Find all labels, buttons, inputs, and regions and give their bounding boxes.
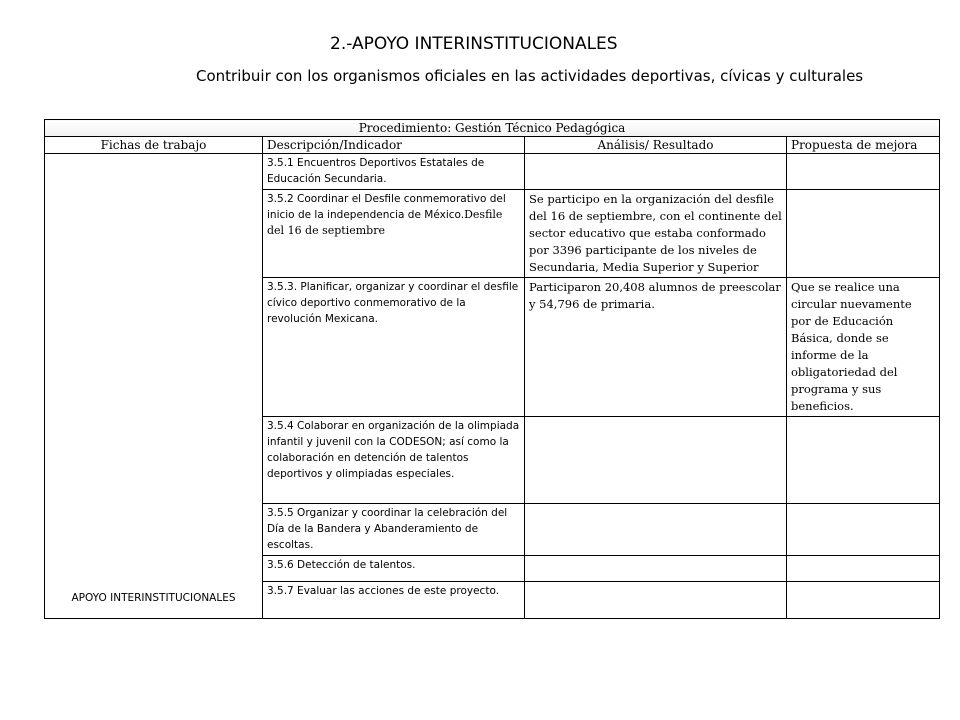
page-title: 2.-APOYO INTERINSTITUCIONALES xyxy=(330,34,618,54)
procedure-header-row xyxy=(45,120,940,137)
table-row xyxy=(45,154,940,190)
description-cell: 3.5.4 Colaborar en organización de la olimpiada infantil y juvenil con la CODESON; así como la colaboración en detención de talentos deportivos y olimpiadas especiales. xyxy=(263,417,525,504)
description-extra-text: Desfile del 16 de septiembre xyxy=(267,208,503,237)
procedure-title: Procedimiento: Gestión Técnico Pedagógica xyxy=(45,120,940,137)
description-cell: 3.5.1 Encuentros Deportivos Estatales de Educación Secundaria. xyxy=(263,154,525,190)
analysis-cell xyxy=(525,504,787,556)
column-header-fichas: Fichas de trabajo xyxy=(45,137,263,154)
analysis-cell: Participaron 20,408 alumnos de preescolar y 54,796 de primaria. xyxy=(525,278,787,417)
proposal-cell xyxy=(787,556,940,582)
analysis-cell xyxy=(525,154,787,190)
ficha-cell: APOYO INTERINSTITUCIONALES xyxy=(45,154,263,619)
page-subtitle: Contribuir con los organismos oficiales en las actividades deportivas, cívicas y culturales xyxy=(196,67,864,85)
analysis-cell xyxy=(525,556,787,582)
description-text: 3.5.2 Coordinar el Desfile conmemorativo del inicio de la independencia de México. xyxy=(267,193,506,221)
description-cell: 3.5.6 Detección de talentos. xyxy=(263,556,525,582)
proposal-cell xyxy=(787,582,940,619)
column-header-analisis: Análisis/ Resultado xyxy=(525,137,787,154)
analysis-cell xyxy=(525,582,787,619)
column-header-descripcion: Descripción/Indicador xyxy=(263,137,525,154)
proposal-cell xyxy=(787,190,940,278)
proposal-cell xyxy=(787,154,940,190)
procedure-table xyxy=(44,119,940,619)
proposal-cell: Que se realice una circular nuevamente por de Educación Básica, donde se informe de la obligatoriedad del programa y sus beneficios. xyxy=(787,278,940,417)
proposal-cell xyxy=(787,417,940,504)
column-header-row xyxy=(45,137,940,154)
description-cell: 3.5.5 Organizar y coordinar la celebración del Día de la Bandera y Abanderamiento de escoltas. xyxy=(263,504,525,556)
description-cell xyxy=(263,190,525,278)
analysis-cell: Se participo en la organización del desfile del 16 de septiembre, con el continente del sector educativo que estaba conformado por 3396 participante de los niveles de Secundaria, Media Superior y Superior xyxy=(525,190,787,278)
proposal-cell xyxy=(787,504,940,556)
column-header-propuesta: Propuesta de mejora xyxy=(787,137,940,154)
description-cell: 3.5.3. Planificar, organizar y coordinar el desfile cívico deportivo conmemorativo de la revolución Mexicana. xyxy=(263,278,525,417)
description-cell: 3.5.7 Evaluar las acciones de este proyecto. xyxy=(263,582,525,619)
analysis-cell xyxy=(525,417,787,504)
